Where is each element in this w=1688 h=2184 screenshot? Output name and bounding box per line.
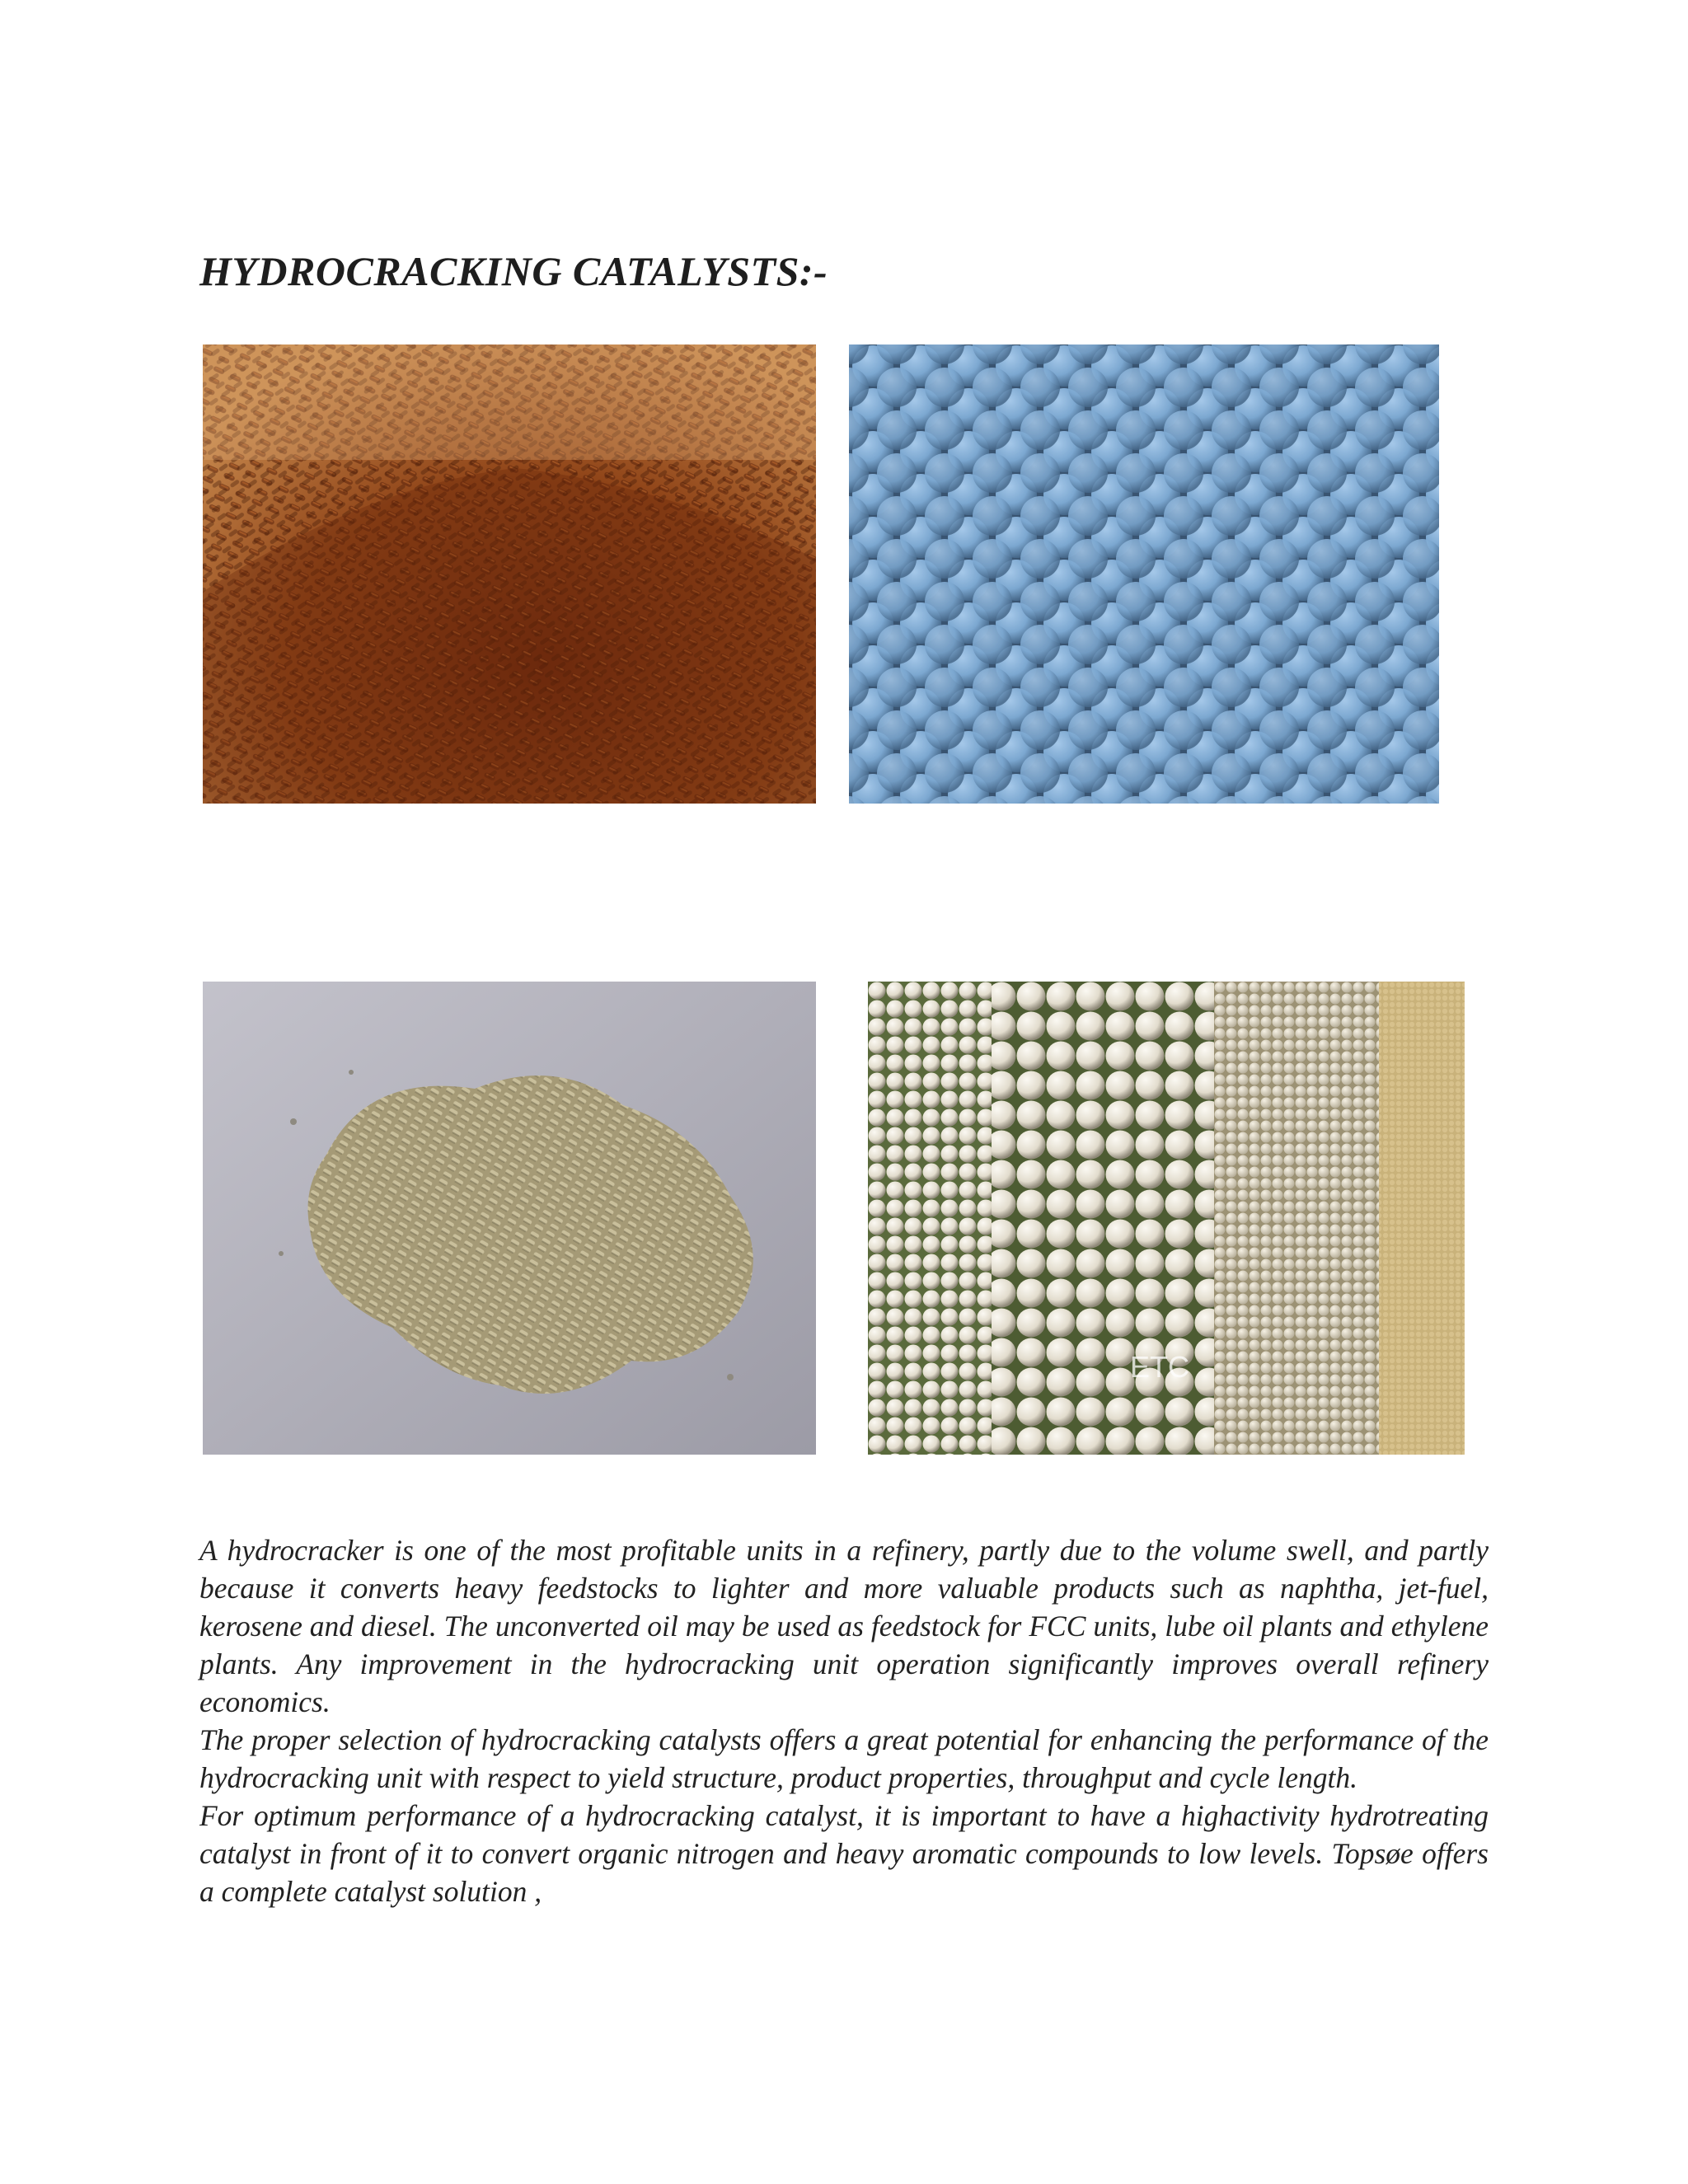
paragraph-3: For optimum performance of a hydrocracking catalyst, it is important to have a highactivity hydrotreating catalyst in front of it to convert organic nitrogen and heavy aromatic compounds to low levels. Topsøe offers a complete catalyst solution , [199, 1799, 1489, 1908]
body-text [199, 1531, 1489, 1910]
white-bead-catalyst-photo [868, 982, 1465, 1455]
beige-extrudate-catalyst-photo [203, 982, 816, 1455]
page-title: HYDROCRACKING CATALYSTS:- [199, 248, 828, 294]
brown-extrudate-catalyst-photo [203, 344, 816, 804]
photo-watermark: ETC [1130, 1350, 1189, 1384]
paragraph-1: A hydrocracker is one of the most profitable units in a refinery, partly due to the volume swell, and partly because it converts heavy feedstocks to lighter and more valuable products such as naphtha, jet-fuel, kerosene and diesel. The unconverted oil may be used as feedstock for FCC units, lube oil plants and ethylene plants. Any improvement in the hydrocracking unit operation significantly improves overall refinery economics. [199, 1534, 1489, 1718]
paragraph-2: The proper selection of hydrocracking catalysts offers a great potential for enhancing the performance of the hydrocracking unit with respect to yield structure, product properties, throughput and cycle length. [199, 1723, 1489, 1794]
blue-sphere-catalyst-photo [849, 344, 1439, 804]
